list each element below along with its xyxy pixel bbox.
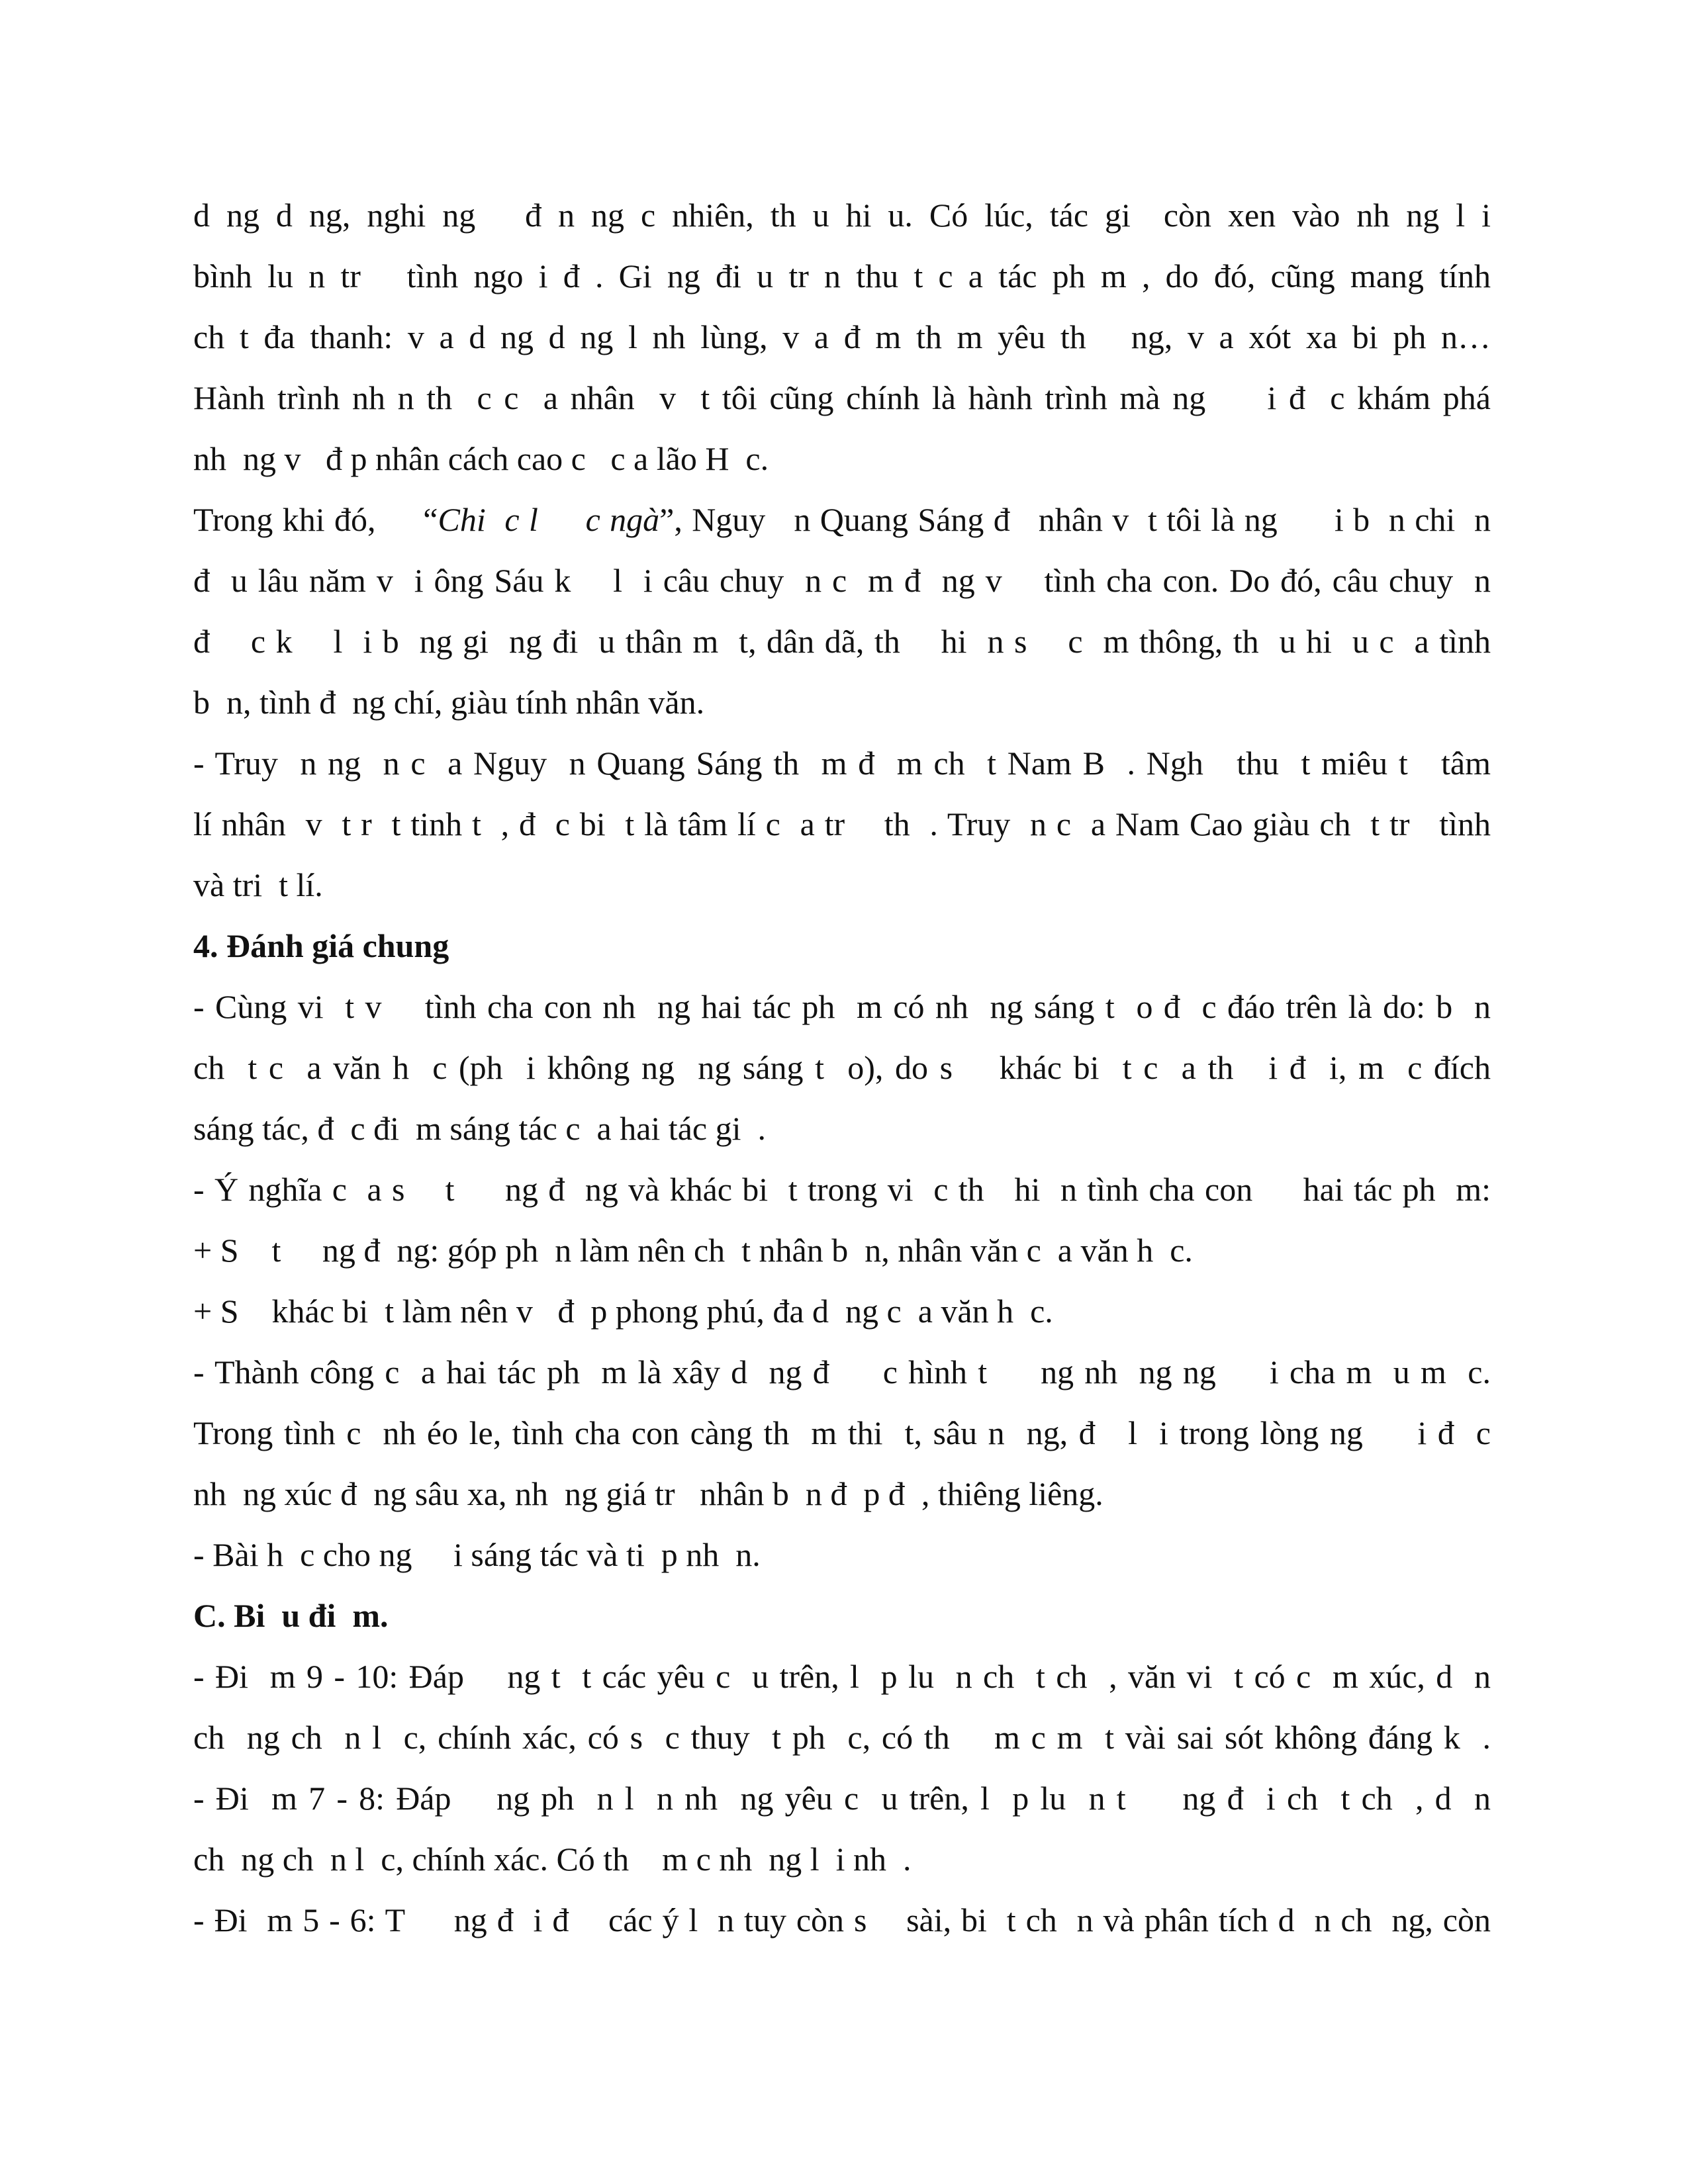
text-line-14: - Cùng vi t v tình cha con nh ng hai tác ph m có nh ng sáng t o đ c đáo trên là do: b n	[193, 988, 1491, 1025]
text-line-27: - Đi m 7 - 8: Đáp ng ph n l n nh ng yêu c u trên, l p lu n t ng đ i ch t ch , d n	[193, 1780, 1491, 1817]
text-line-11: lí nhân v t r t tinh t , đ c bi t là tâm lí c a tr th . Truy n c a Nam Cao giàu ch t tr tình	[193, 805, 1491, 842]
section-heading-bieu-diem: C. Bi u đi m.	[193, 1597, 389, 1634]
section-heading-danh-gia-chung: 4. Đánh giá chung	[193, 927, 449, 964]
text-line-1: d ng d ng, nghi ng đ n ng c nhiên, th u hi u. Có lúc, tác gi còn xen vào nh ng l i	[193, 197, 1491, 234]
text-line-25: - Đi m 9 - 10: Đáp ng t t các yêu c u trên, l p lu n ch t ch , văn vi t có c m xúc, d n	[193, 1658, 1491, 1695]
text-line-6-mixed	[193, 496, 1491, 557]
work-title-italic: Chi c l c ngà	[438, 501, 660, 538]
text-line-18: + S t ng đ ng: góp ph n làm nên ch t nhân b n, nhân văn c a văn h c.	[193, 1232, 1193, 1269]
text-line-16: sáng tác, đ c đi m sáng tác c a hai tác gi .	[193, 1110, 766, 1147]
text-line-7: đ u lâu năm v i ông Sáu k l i câu chuy n c m đ ng v tình cha con. Do đó, câu chuy n	[193, 562, 1491, 599]
text-line-10: - Truy n ng n c a Nguy n Quang Sáng th m đ m ch t Nam B . Ngh thu t miêu t tâm	[193, 745, 1491, 782]
text-line-17: - Ý nghĩa c a s t ng đ ng và khác bi t trong vi c th hi n tình cha con hai tác ph m:	[193, 1171, 1491, 1208]
text-line-19: + S khác bi t làm nên v đ p phong phú, đa d ng c a văn h c.	[193, 1293, 1053, 1330]
text-line-2: bình lu n tr tình ngo i đ . Gi ng đi u tr n thu t c a tác ph m , do đó, cũng mang tính	[193, 257, 1491, 295]
text-line-21: Trong tình c nh éo le, tình cha con càng th m thi t, sâu n ng, đ l i trong lòng ng i đ c	[193, 1414, 1491, 1451]
line6-prefix: Trong khi đó, “	[193, 501, 438, 538]
text-line-28: ch ng ch n l c, chính xác. Có th m c nh ng l i nh .	[193, 1841, 912, 1878]
text-line-15: ch t c a văn h c (ph i không ng ng sáng t o), do s khác bi t c a th i đ i, m c đích	[193, 1049, 1491, 1086]
text-line-20: - Thành công c a hai tác ph m là xây d ng đ c hình t ng nh ng ng i cha m u m c.	[193, 1353, 1491, 1390]
text-line-8: đ c k l i b ng gi ng đi u thân m t, dân dã, th hi n s c m thông, th u hi u c a tình	[193, 623, 1491, 660]
text-line-4: Hành trình nh n th c c a nhân v t tôi cũng chính là hành trình mà ng i đ c khám phá	[193, 379, 1491, 416]
text-line-29: - Đi m 5 - 6: T ng đ i đ các ý l n tuy còn s sài, bi t ch n và phân tích d n ch ng, còn	[193, 1901, 1491, 1938]
text-line-5: nh ng v đ p nhân cách cao c c a lão H c.	[193, 440, 769, 477]
text-line-3: ch t đa thanh: v a d ng d ng l nh lùng, v a đ m th m yêu th ng, v a xót xa bi ph n…	[193, 318, 1491, 355]
text-line-22: nh ng xúc đ ng sâu xa, nh ng giá tr nhân b n đ p đ , thiêng liêng.	[193, 1475, 1103, 1512]
text-line-9: b n, tình đ ng chí, giàu tính nhân văn.	[193, 684, 705, 721]
text-line-26: ch ng ch n l c, chính xác, có s c thuy t ph c, có th m c m t vài sai sót không đáng k .	[193, 1719, 1491, 1756]
text-line-12: và tri t lí.	[193, 866, 323, 903]
line6-suffix: ”, Nguy n Quang Sáng đ nhân v t tôi là ng i b n chi n	[659, 501, 1491, 538]
document-page	[193, 192, 1491, 1958]
text-line-23: - Bài h c cho ng i sáng tác và ti p nh n.	[193, 1536, 761, 1573]
